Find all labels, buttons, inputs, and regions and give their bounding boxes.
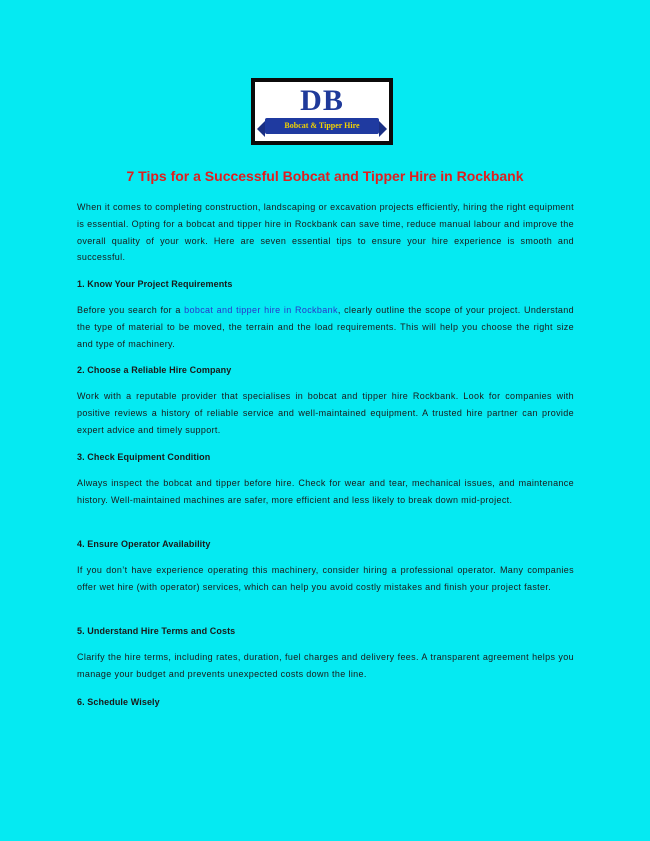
section-1-text-before: Before you search for a bbox=[77, 305, 185, 315]
section-6-heading: 6. Schedule Wisely bbox=[77, 697, 160, 707]
section-2-paragraph: Work with a reputable provider that specialises in bobcat and tipper hire Rockbank. Look for companies with positive reviews a history of reliable service and well-maintained equipment. A trusted hire partner can provide expert advice and timely support. bbox=[77, 391, 574, 435]
section-4-heading: 4. Ensure Operator Availability bbox=[77, 539, 211, 549]
section-5-paragraph: Clarify the hire terms, including rates, duration, fuel charges and delivery fees. A transparent agreement helps you manage your budget and prevents unexpected costs down the line. bbox=[77, 652, 574, 679]
logo-ribbon bbox=[265, 118, 379, 134]
section-3-paragraph: Always inspect the bobcat and tipper before hire. Check for wear and tear, mechanical issues, and maintenance history. Well-maintained machines are safer, more efficient and less likely to break down mid-project. bbox=[77, 478, 574, 505]
logo-letters: DB bbox=[300, 84, 344, 117]
logo-panel bbox=[255, 82, 389, 141]
section-4-paragraph: If you don’t have experience operating this machinery, consider hiring a professional operator. Many companies offer wet hire (with operator) services, which can help you avoid costly mistakes and finish your project faster. bbox=[77, 565, 574, 592]
section-5-heading: 5. Understand Hire Terms and Costs bbox=[77, 626, 236, 636]
section-3-heading: 3. Check Equipment Condition bbox=[77, 452, 211, 462]
section-1-text-after: , clearly outline the scope of your project. Understand the type of material to be moved, the terrain and the load requirements. This will help you choose the right size and type of machinery. bbox=[77, 305, 574, 349]
intro-paragraph: When it comes to completing construction, landscaping or excavation projects efficiently, hiring the right equipment is essential. Opting for a bobcat and tipper hire in Rockbank can save time, reduce manual labour and improve the overall quality of your work. Here are seven essential tips to ensure your hire experience is smooth and successful. bbox=[77, 202, 574, 263]
company-logo bbox=[251, 78, 393, 145]
logo-tagline: Bobcat & Tipper Hire bbox=[284, 121, 360, 130]
section-1-paragraph bbox=[77, 302, 574, 352]
document-title: 7 Tips for a Successful Bobcat and Tipper Hire in Rockbank bbox=[126, 168, 524, 184]
section-2-heading: 2. Choose a Reliable Hire Company bbox=[77, 365, 232, 375]
bobcat-tipper-hire-link[interactable]: bobcat and tipper hire in Rockbank bbox=[184, 305, 338, 315]
section-1-heading: 1. Know Your Project Requirements bbox=[77, 279, 233, 289]
